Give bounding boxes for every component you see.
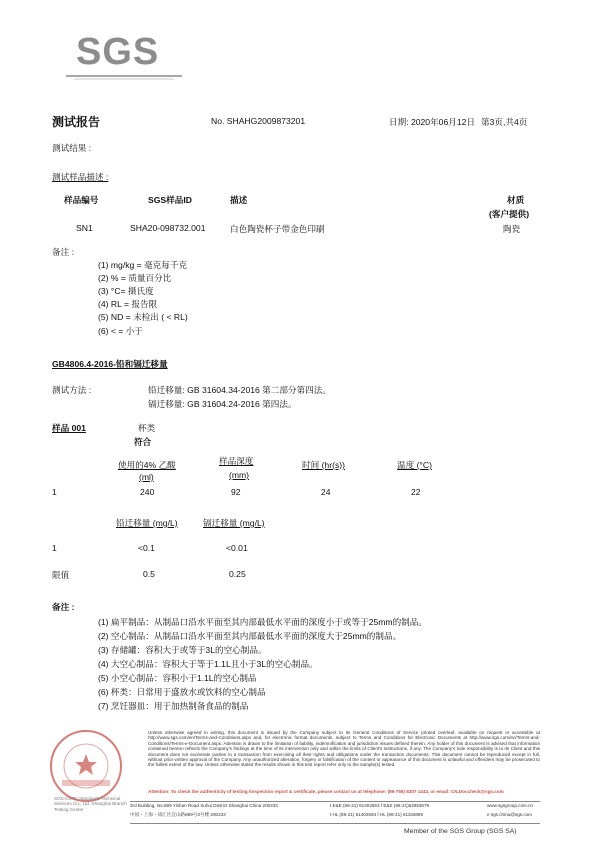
sample-no-cell: SN1 xyxy=(76,223,93,233)
sample-label: 样品 001 xyxy=(52,423,86,433)
footer-website: www.sgsgroup.com.cn xyxy=(487,803,533,808)
definition-item: (6) 杯类：日常用于盛放水或饮料的空心制品 xyxy=(98,687,266,697)
notes2-label: 备注 : xyxy=(52,602,75,612)
footer-tel-en: t E&E (86-21) 61402553 f E&E (86-21)64953679 xyxy=(330,803,430,808)
limit-cell: 0.5 xyxy=(143,569,155,579)
footer-side-text: SGS-CSTC Standards Technical Services Co., Ltd. Shanghai Branch Testing Center xyxy=(54,796,127,812)
limit-label: 限值 xyxy=(52,570,70,580)
footer-email: e sgs.china@sgs.com xyxy=(487,812,533,817)
sample-desc-label: 测试样品描述 : xyxy=(52,172,109,182)
cond-header-acetic-acid: 使用的4% 乙酸 xyxy=(118,460,176,470)
note-item: (5) ND = 未检出 ( < RL) xyxy=(98,312,188,322)
cond-cell: 1 xyxy=(52,487,57,497)
mig-cell: <0.01 xyxy=(226,543,248,553)
cup-type: 杯类 xyxy=(138,423,156,433)
section-title: GB4806.4-2016-铅和镉迁移量 xyxy=(52,359,168,369)
material-cell: 陶瓷 xyxy=(503,224,521,234)
footer-address-en: 3rd Building, No.889 Yishan Road Xuhui District Shanghai China 200233 xyxy=(130,803,278,808)
notes-label: 备注 : xyxy=(52,247,74,257)
footer-member: Member of the SGS Group (SGS SA) xyxy=(404,828,517,835)
limit-cell: 0.25 xyxy=(229,569,246,579)
note-item: (1) mg/kg = 毫克每千克 xyxy=(98,260,188,270)
col-header-material: 材质 xyxy=(507,195,525,205)
test-method-label: 测试方法 : xyxy=(52,385,92,395)
cond-header-time: 时间 (hr(s)) xyxy=(302,460,345,470)
sgs-id-cell: SHA20-098732.001 xyxy=(130,223,206,233)
report-date: 日期: 2020年06月12日 xyxy=(389,117,475,127)
cond-cell: 22 xyxy=(411,487,421,497)
cond-cell: 92 xyxy=(231,487,241,497)
cond-header-temp: 温度 (°C) xyxy=(397,460,432,470)
definition-item: (7) 烹饪器皿：用于加热制备食品的制品 xyxy=(98,701,249,711)
report-number: No. SHAHG2009873201 xyxy=(211,116,306,126)
cond-cell: 240 xyxy=(140,487,155,497)
mig-header-cadmium: 镉迁移量 (mg/L) xyxy=(203,518,265,528)
note-item: (3) °C= 摄氏度 xyxy=(98,286,154,296)
mig-header-lead: 铅迁移量 (mg/L) xyxy=(116,518,178,528)
cond-cell: 24 xyxy=(321,487,331,497)
results-label: 测试结果 : xyxy=(52,143,92,153)
definition-item: (5) 小空心制品：容积小于1.1L的空心制品 xyxy=(98,673,257,683)
description-cell: 白色陶瓷杯子带金色印刷 xyxy=(230,224,325,234)
definition-item: (4) 大空心制品：容积大于等于1.1L且小于3L的空心制品。 xyxy=(98,659,318,669)
conform-status: 符合 xyxy=(134,437,152,447)
footer-attention: Attention: To check the authenticity of testing /inspection report & certificate, please contact us at telephone: (86-755) 8307 1443, or email: CN.Doccheck@sgs.com xyxy=(148,789,504,794)
definition-item: (1) 扁平制品：从制品口沿水平面至其内部最低水平面的深度小于或等于25mm的制品。 xyxy=(98,617,427,627)
method-cadmium: 镉迁移量: GB 31604.24-2016 第四法。 xyxy=(148,399,297,409)
cond-header-depth: 样品深度 xyxy=(219,456,254,466)
company-seal-icon xyxy=(48,728,124,804)
report-title: 测试报告 xyxy=(52,115,101,129)
footer-address-cn: 中国・上海・徐汇区宜山路889号3号楼 200233 xyxy=(130,812,226,817)
sgs-logo xyxy=(64,28,184,80)
logo-text: SGS xyxy=(76,31,160,73)
footer-tel-cn: t HL (86-21) 61402594 f HL (86-21) 61156899 xyxy=(330,812,424,817)
mig-cell: <0.1 xyxy=(138,543,155,553)
definition-item: (2) 空心制品：从制品口沿水平面至其内部最低水平面的深度大于25mm的制品。 xyxy=(98,631,402,641)
method-lead: 铅迁移量: GB 31604.34-2016 第二部分第四法。 xyxy=(148,385,331,395)
definition-item: (3) 存储罐：容积大于或等于3L的空心制品。 xyxy=(98,645,267,655)
cond-header-mm: (mm) xyxy=(229,470,250,480)
footer-disclaimer: Unless otherwise agreed in writing, this document is issued by the Company subject to its General Conditions of Service printed overleaf, available on request or accessible at http://www.sgs.com/en/Terms-and-Conditions.aspx and, for electronic format documents, subject to Terms and Conditions for Electronic Documents at http://www.sgs.com/en/Terms-and-Conditions/Terms-e-Document.aspx. Attention is drawn to the limitation of liability, indemnification and jurisdiction issues defined therein. Any holder of this document is advised that information contained hereon reflects the Company's findings at the time of its intervention only and within the limits of Client's instructions, if any. The Company's sole responsibility is to its Client and this document does not exonerate parties to a transaction from exercising all their rights and obligations under the transaction documents. This document cannot be reproduced except in full, without prior written approval of the Company. Any unauthorized alteration, forgery or falsification of the content or appearance of this document is unlawful and offenders may be prosecuted to the fullest extent of the law. Unless otherwise stated the results shown in this test report refer only to the sample(s) tested. xyxy=(148,730,540,768)
col-header-sample-no: 样品编号 xyxy=(64,195,99,205)
col-header-client-provided: (客户提供) xyxy=(489,209,530,219)
page-number: 第3页,共4页 xyxy=(481,117,528,127)
note-item: (2) % = 质量百分比 xyxy=(98,273,172,283)
cond-header-ml: (ml) xyxy=(139,472,154,482)
note-item: (6) < = 小于 xyxy=(98,326,143,336)
note-item: (4) RL = 报告限 xyxy=(98,299,158,309)
mig-cell: 1 xyxy=(52,543,57,553)
col-header-description: 描述 xyxy=(230,195,248,205)
col-header-sgs-id: SGS样品ID xyxy=(148,195,192,205)
